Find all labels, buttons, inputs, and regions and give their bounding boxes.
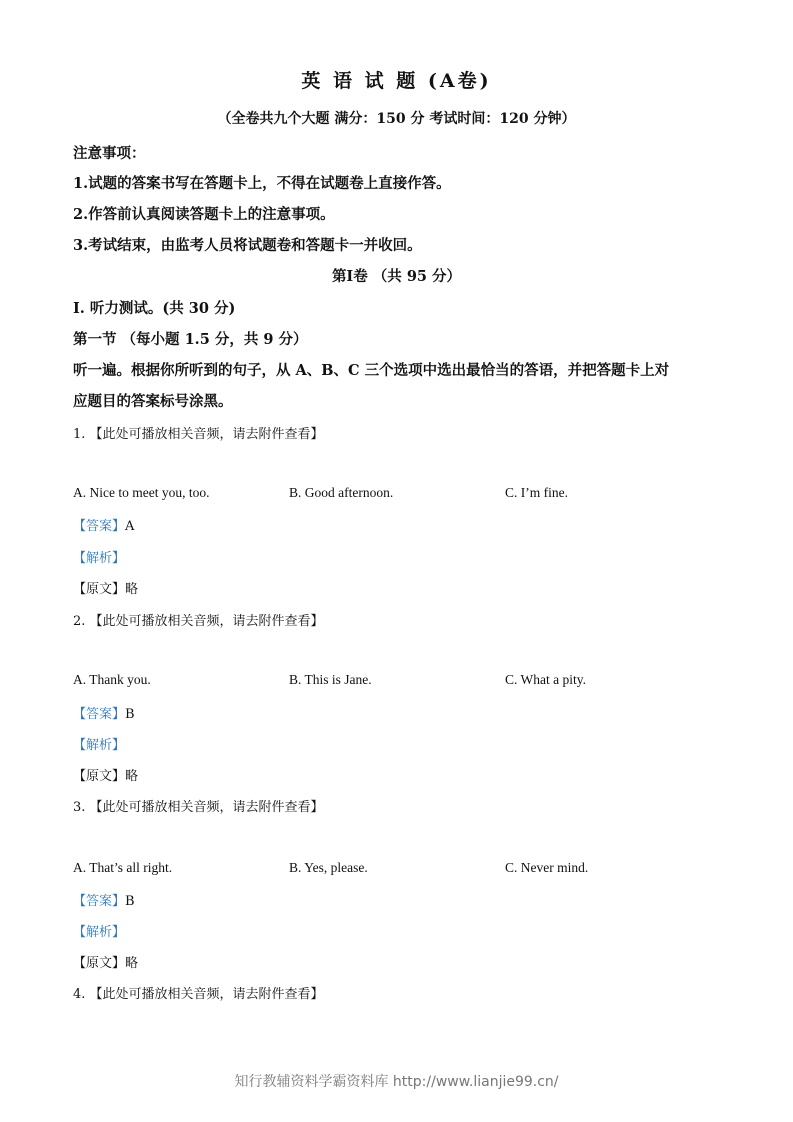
exam-info: （全卷共九个大题 满分：150 分 考试时间：120 分钟） — [217, 111, 576, 127]
answer-value: A — [125, 519, 135, 534]
part-heading: Ⅰ. 听力测试。(共 30 分) — [73, 300, 236, 317]
analysis-label: 【解析】 — [73, 738, 126, 753]
notes-heading: 注意事项： — [73, 145, 146, 162]
option-b: B. Good afternoon. — [289, 485, 394, 500]
answer-line — [73, 890, 135, 909]
answer-line — [73, 703, 135, 722]
original-label: 【原文】 — [73, 582, 126, 597]
option-a: A. Nice to meet you, too. — [73, 485, 210, 500]
question-prompt: 1. 【此处可播放相关音频，请去附件查看】 — [73, 427, 324, 442]
original-label: 【原文】 — [73, 769, 126, 784]
original-value: 略 — [125, 956, 139, 971]
option-c: C. I’m fine. — [505, 485, 568, 500]
answer-value: B — [125, 707, 135, 722]
option-a: A. Thank you. — [73, 672, 151, 687]
note-item: 3.考试结束，由监考人员将试题卷和答题卡一并收回。 — [73, 237, 422, 254]
option-c: C. Never mind. — [505, 860, 589, 875]
original-line — [73, 952, 138, 971]
answer-label: 【答案】 — [73, 894, 126, 909]
note-item: 2.作答前认真阅读答题卡上的注意事项。 — [73, 206, 335, 223]
answer-value: B — [125, 894, 135, 909]
volume-heading: 第Ⅰ卷 （共 95 分） — [331, 268, 462, 285]
original-value: 略 — [125, 582, 139, 597]
option-b: B. This is Jane. — [289, 672, 372, 687]
footer-watermark: 知行教辅资料学霸资料库 http://www.lianjie99.cn/ — [234, 1074, 559, 1090]
answer-line — [73, 515, 134, 534]
section-heading: 第一节 （每小题 1.5 分，共 9 分） — [73, 331, 308, 348]
original-label: 【原文】 — [73, 956, 126, 971]
instruction-line: 听一遍。根据你所听到的句子，从 A、B、C 三个选项中选出最恰当的答语，并把答题卡上对 — [73, 362, 670, 379]
question-prompt: 4. 【此处可播放相关音频，请去附件查看】 — [73, 987, 324, 1002]
instruction-line: 应题目的答案标号涂黑。 — [73, 393, 233, 410]
original-line — [73, 765, 138, 784]
option-c: C. What a pity. — [505, 672, 586, 687]
analysis-label: 【解析】 — [73, 551, 126, 566]
option-a: A. That’s all right. — [73, 860, 173, 875]
analysis-label: 【解析】 — [73, 925, 126, 940]
question-prompt: 3. 【此处可播放相关音频，请去附件查看】 — [73, 800, 324, 815]
option-b: B. Yes, please. — [289, 860, 368, 875]
note-item: 1.试题的答案书写在答题卡上，不得在试题卷上直接作答。 — [73, 175, 451, 192]
original-value: 略 — [125, 769, 139, 784]
question-prompt: 2. 【此处可播放相关音频，请去附件查看】 — [73, 614, 324, 629]
original-line — [73, 578, 138, 597]
answer-label: 【答案】 — [73, 707, 126, 722]
answer-label: 【答案】 — [73, 519, 126, 534]
page-title: 英 语 试 题 (A卷) — [301, 70, 492, 92]
